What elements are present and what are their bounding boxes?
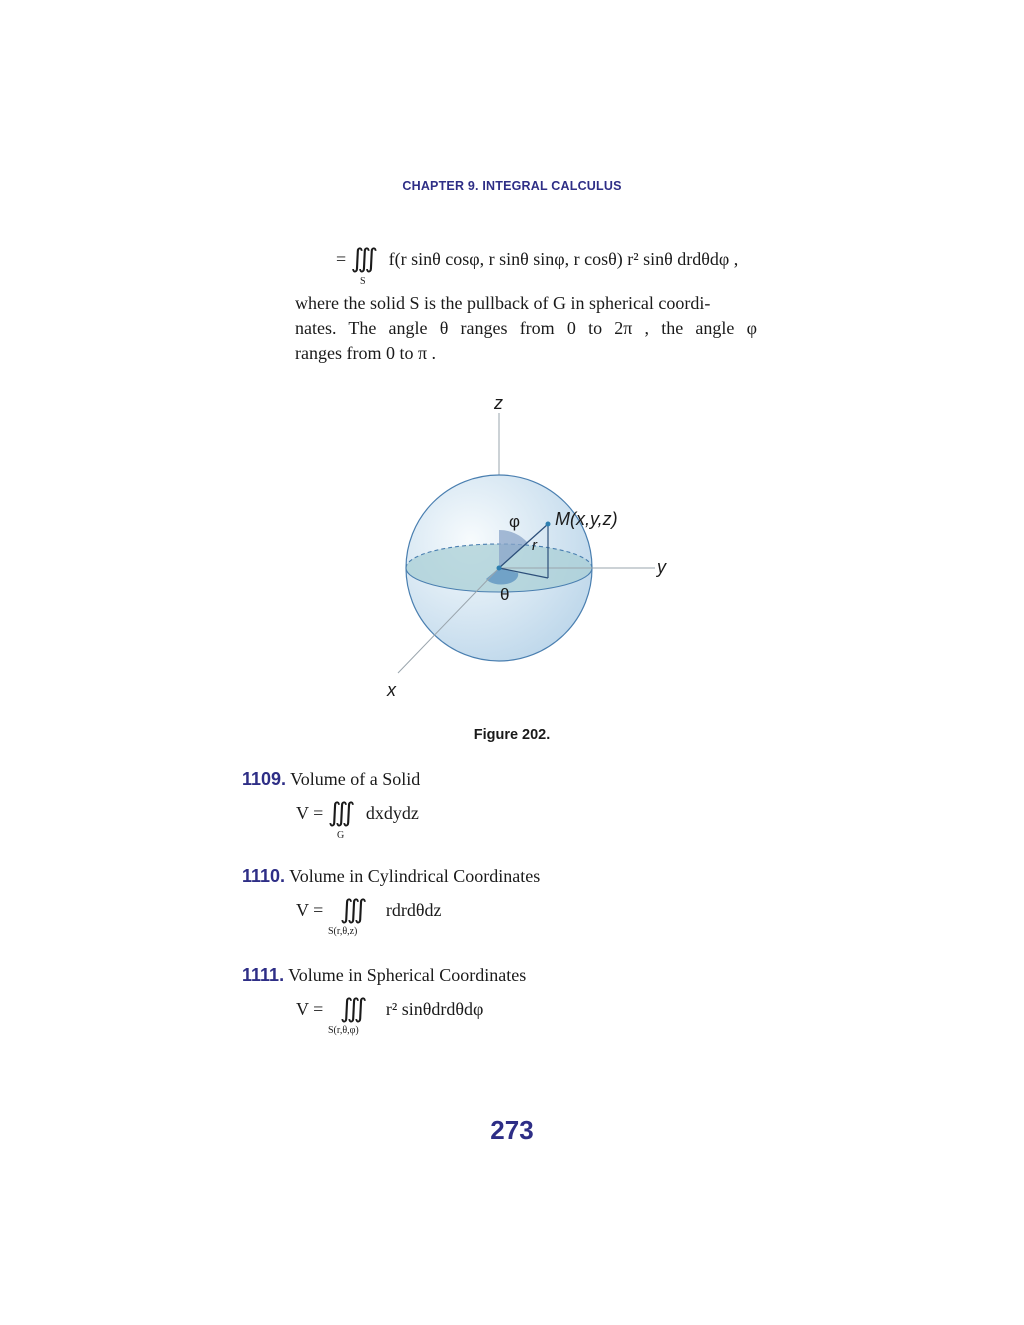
equals-sign: = — [336, 249, 347, 269]
formula-lhs: V = — [296, 803, 324, 823]
paragraph-line: nates. The angle θ ranges from 0 to 2π , the angle φ — [295, 318, 757, 338]
formula-region: S(r,θ,φ) — [328, 1025, 359, 1036]
formula-title: Volume in Cylindrical Coordinates — [289, 866, 541, 886]
formula-region: S(r,θ,z) — [328, 926, 358, 937]
formula-integrand: dxdydz — [365, 803, 419, 823]
formula-title: Volume of a Solid — [290, 769, 421, 789]
spherical-integral-formula — [336, 242, 738, 272]
formula-1110-equation — [296, 893, 441, 923]
paragraph-line: where the solid S is the pullback of G in spherical coordi- — [295, 293, 711, 313]
formula-lhs: V = — [296, 900, 324, 920]
formula-region: G — [337, 830, 345, 841]
z-axis-label: z — [494, 393, 503, 413]
formula-number: 1111. — [242, 965, 285, 985]
formula-1109 — [242, 769, 420, 790]
integral-region: S — [360, 276, 366, 287]
formula-1109-equation — [296, 796, 419, 826]
integrand: f(r sinθ cosφ, r sinθ sinφ, r cosθ) r² sinθ drdθdφ , — [388, 249, 739, 269]
page-number: 273 — [490, 1115, 534, 1145]
formula-1111 — [242, 965, 526, 986]
triple-integral-sign: ∭ — [339, 994, 362, 1023]
formula-lhs: V = — [296, 999, 324, 1019]
formula-title: Volume in Spherical Coordinates — [288, 965, 527, 985]
point-m-label: M(x,y,z) — [555, 509, 618, 529]
figure-caption: Figure 202. — [473, 727, 551, 743]
origin-point — [497, 566, 502, 571]
x-axis-label: x — [387, 680, 396, 700]
paragraph-line: ranges from 0 to π . — [295, 343, 437, 363]
formula-1111-equation — [296, 992, 483, 1022]
formula-integrand: rdrdθdz — [385, 900, 442, 920]
triple-integral-sign: ∭ — [327, 798, 350, 827]
formula-integrand: r² sinθdrdθdφ — [385, 999, 484, 1019]
chapter-header: CHAPTER 9. INTEGRAL CALCULUS — [402, 179, 622, 193]
explanation-paragraph — [295, 291, 757, 366]
triple-integral-sign: ∭ — [350, 244, 373, 273]
radius-label: r — [532, 537, 537, 554]
triple-integral-sign: ∭ — [339, 895, 362, 924]
point-m — [546, 522, 551, 527]
formula-number: 1109. — [242, 769, 287, 789]
theta-label: θ — [500, 585, 510, 604]
sphere-figure — [370, 390, 680, 710]
formula-1110 — [242, 866, 540, 887]
formula-number: 1110. — [242, 866, 286, 886]
phi-label: φ — [509, 512, 521, 531]
y-axis-label: y — [657, 557, 666, 577]
